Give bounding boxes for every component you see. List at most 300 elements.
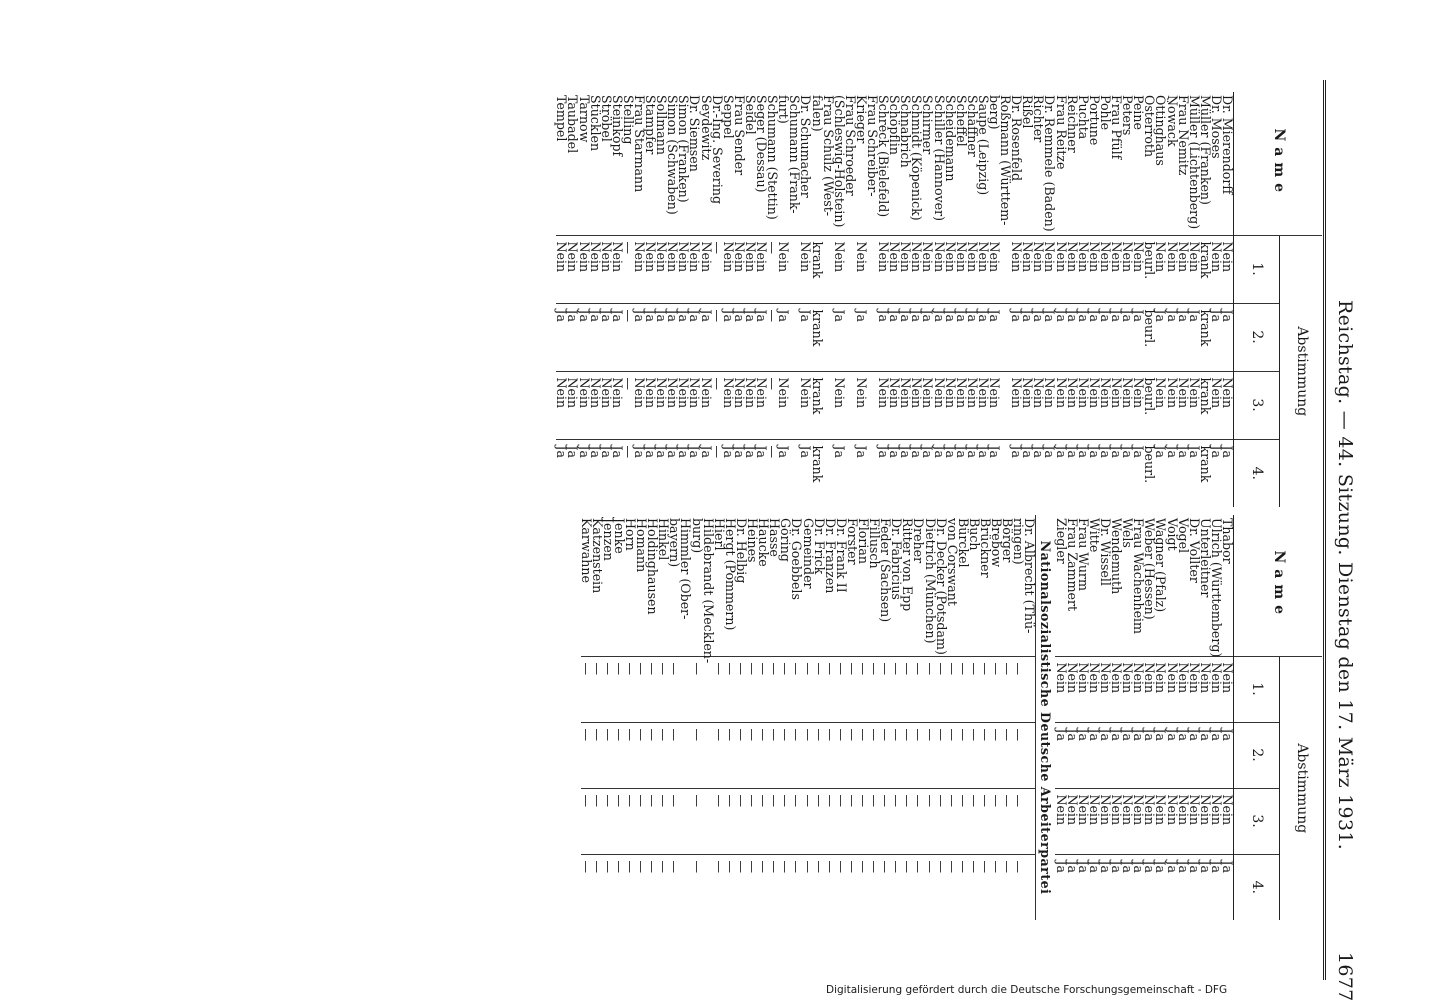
member-name: Stücklen: [590, 92, 601, 235]
vote-1-cell: Nein: [1178, 656, 1189, 722]
vote-2-cell: Ja: [1178, 303, 1189, 371]
vote-1-cell: Nein: [1122, 656, 1133, 722]
member-name: Puchta: [1078, 92, 1089, 235]
vote-1-cell: —: [969, 656, 980, 722]
vote-2-cell: Ja: [1122, 303, 1133, 371]
vote-4-cell: Ja: [1086, 860, 1102, 874]
member-name: Hierl: [714, 515, 725, 656]
member-name: Dr. Decker (Potsdam): [936, 515, 947, 656]
vote-1-cell: Nein: [1111, 235, 1122, 303]
vote-2-cell: Ja: [1078, 722, 1089, 788]
vote-3-cell: Nein: [634, 371, 645, 439]
vote-4-cell: Ja: [1120, 860, 1136, 874]
member-name: (Schleswig-Holstein): [834, 92, 845, 235]
member-name: Ziegler: [1056, 515, 1067, 656]
table-row: [703, 515, 714, 920]
vote-3-cell: Nein: [1111, 371, 1122, 439]
vote-2-cell: Ja: [1189, 303, 1200, 371]
vote-2-cell: Ja: [1144, 722, 1155, 788]
vote-4-cell: Ja: [909, 445, 925, 459]
vote-4-cell: Ja: [831, 445, 847, 459]
member-name: Heines: [747, 515, 758, 656]
vote-4-cell: Ja: [1009, 445, 1025, 459]
vote-table-right: [578, 515, 1322, 920]
vote-2-cell: Ja: [1100, 722, 1111, 788]
vote-2-cell: —: [769, 722, 780, 788]
vote-3-cell: Nein: [922, 371, 933, 439]
vote-3-cell: Nein: [1022, 371, 1033, 439]
vote-4-cell: —: [733, 860, 749, 874]
vote-1-cell: Nein: [678, 235, 689, 303]
member-name: Ulrich (Württemberg): [1211, 515, 1222, 656]
vote-1-cell: —: [767, 235, 778, 303]
member-name: Gemeinder: [802, 515, 813, 656]
vote-1-cell: —: [924, 656, 935, 722]
vote-1-cell: Nein: [1078, 656, 1089, 722]
table-row: [634, 92, 645, 507]
vote-2-cell: Ja: [701, 303, 712, 371]
vote-1-cell: Nein: [1144, 656, 1155, 722]
table-row: [556, 92, 567, 507]
table-row: [1067, 515, 1078, 920]
vote-3-cell: —: [1002, 788, 1013, 854]
vote-3-cell: Nein: [945, 371, 956, 439]
member-name: berg): [989, 92, 1000, 235]
vote-3-cell: Nein: [900, 371, 911, 439]
vote-3-cell: Nein: [678, 371, 689, 439]
vote-4-cell: Ja: [554, 445, 570, 459]
vote-4-cell: Ja: [1186, 860, 1202, 874]
member-name: Ritter von Epp: [902, 515, 913, 656]
vote-2-cell: krank: [1200, 303, 1211, 371]
vote-4-cell: —: [944, 860, 960, 874]
table-row: [689, 92, 700, 507]
member-name: Unterleitner: [1200, 515, 1211, 656]
vote-4-cell: —: [709, 445, 725, 459]
vote-4-cell: [1024, 854, 1036, 920]
vote-3-cell: Nein: [1189, 788, 1200, 854]
vote-2-cell: Ja: [1133, 722, 1144, 788]
vote-2-cell: Ja: [1111, 303, 1122, 371]
vote-3-cell: Nein: [1200, 788, 1211, 854]
vote-3-cell: —: [913, 788, 924, 854]
member-name: Osterroth: [1144, 92, 1155, 235]
vote-1-cell: —: [758, 656, 769, 722]
member-name: Börger: [1002, 515, 1013, 656]
vote-1-cell: —: [947, 656, 958, 722]
vote-2-cell: —: [780, 722, 791, 788]
member-name: Simon (Schwaben): [667, 92, 678, 235]
vote-3-cell: —: [825, 788, 836, 854]
vote-4-cell: Ja: [853, 445, 869, 459]
vote-2-cell: Ja: [1155, 303, 1166, 371]
vote-2-cell: Ja: [933, 303, 944, 371]
vote-1-cell: Nein: [590, 235, 601, 303]
vote-1-cell: —: [623, 235, 634, 303]
vote-4-cell: —: [711, 860, 727, 874]
vote-1-cell: Nein: [900, 235, 911, 303]
vote-2-cell: Ja: [590, 303, 601, 371]
vote-1-cell: —: [647, 656, 658, 722]
member-name: furt): [778, 92, 789, 235]
vote-1-cell: —: [814, 656, 825, 722]
member-name: Jenzen: [603, 515, 614, 656]
vote-4-cell: —: [878, 860, 894, 874]
vote-2-cell: —: [936, 722, 947, 788]
member-name: Peters: [1122, 92, 1133, 235]
vote-4-cell: —: [822, 860, 838, 874]
vote-1-cell: —: [991, 656, 1002, 722]
vote-1-cell: —: [1013, 656, 1024, 722]
member-name: Stelling: [623, 92, 634, 235]
member-name: Wendemuth: [1111, 515, 1122, 656]
vote-2-cell: Ja: [834, 303, 845, 371]
vote-2-cell: Ja: [1166, 722, 1177, 788]
vote-1-cell: —: [725, 656, 736, 722]
column-header-abstimmung: Abstimmung: [1280, 656, 1322, 920]
vote-3-cell: Nein: [645, 371, 656, 439]
vote-2-cell: —: [736, 722, 747, 788]
member-name: Dr. Schumacher: [800, 92, 811, 235]
vote-3-cell: Nein: [1222, 788, 1234, 854]
table-row: [647, 515, 658, 920]
vote-4-cell: beurl.: [1142, 445, 1158, 484]
vote-1-cell: Nein: [989, 235, 1000, 303]
vote-3-cell: —: [847, 788, 858, 854]
vote-4-cell: Ja: [776, 445, 792, 459]
vote-4-cell: Ja: [1208, 445, 1224, 459]
vote-4-cell: Ja: [953, 445, 969, 459]
vote-3-cell: beurl.: [1144, 371, 1155, 439]
vote-1-cell: Nein: [1033, 235, 1044, 303]
vote-1-cell: Nein: [1011, 235, 1022, 303]
member-name: Dr. Albrecht (Thü-: [1024, 515, 1036, 656]
vote-3-cell: —: [758, 788, 769, 854]
vote-1-cell: Nein: [1078, 235, 1089, 303]
table-row: [614, 515, 625, 920]
vote-3-cell: Nein: [689, 371, 700, 439]
vote-2-cell: Ja: [1022, 303, 1033, 371]
vote-2-cell: Ja: [1067, 722, 1078, 788]
vote-3-cell: Nein: [656, 371, 667, 439]
vote-1-cell: beurl.: [1144, 235, 1155, 303]
member-name: von Corswant: [947, 515, 958, 656]
member-name: Ströbel: [601, 92, 612, 235]
vote-2-cell: Ja: [723, 303, 734, 371]
vote-1-cell: Nein: [1178, 235, 1189, 303]
vote-3-cell: Nein: [1133, 788, 1144, 854]
member-name: Roßmann (Württem-: [1000, 92, 1011, 235]
member-name: bayern): [669, 515, 680, 656]
vote-1-cell: Nein: [556, 235, 567, 303]
vote-1-cell: —: [581, 656, 592, 722]
vote-3-cell: —: [736, 788, 747, 854]
vote-3-cell: Nein: [989, 371, 1000, 439]
vote-2-cell: beurl.: [1144, 303, 1155, 371]
vote-2-cell: —: [758, 722, 769, 788]
vote-4-cell: Ja: [1120, 445, 1136, 459]
member-name: Homann: [636, 515, 647, 656]
vote-2-cell: Ja: [967, 303, 978, 371]
vote-3-cell: Nein: [956, 371, 967, 439]
column-header-vote-1: 1.: [1234, 656, 1280, 722]
member-name: Schirmer: [922, 92, 933, 235]
vote-3-cell: Nein: [1122, 788, 1133, 854]
vote-1-cell: Nein: [856, 235, 867, 303]
vote-3-cell: —: [767, 371, 778, 439]
vote-4-cell: Ja: [1053, 445, 1069, 459]
table-row: [1056, 92, 1067, 507]
table-row: [802, 515, 813, 920]
member-name: Schöpflin: [889, 92, 900, 235]
vote-2-cell: Ja: [745, 303, 756, 371]
member-name: Thabor: [1222, 515, 1234, 656]
member-name: Frau Starmann: [634, 92, 645, 235]
vote-1-cell: krank: [1200, 235, 1211, 303]
member-name: Dr. Frank II: [836, 515, 847, 656]
vote-4-cell: —: [634, 860, 650, 874]
vote-2-cell: —: [725, 722, 736, 788]
member-name: Hinkel: [658, 515, 669, 656]
vote-2-cell: Ja: [1044, 303, 1055, 371]
vote-4-cell: Ja: [1208, 860, 1224, 874]
column-header-vote-3: 3.: [1234, 371, 1280, 439]
member-name: Vogel: [1178, 515, 1189, 656]
vote-4-cell: Ja: [742, 445, 758, 459]
table-row: [789, 92, 800, 507]
member-name: Frau Sender: [734, 92, 745, 235]
vote-3-cell: —: [936, 788, 947, 854]
vote-3-cell: —: [991, 788, 1002, 854]
vote-1-cell: Nein: [834, 235, 845, 303]
vote-4-cell: Ja: [1175, 445, 1191, 459]
table-row: [590, 92, 601, 507]
vote-2-cell: Ja: [734, 303, 745, 371]
vote-4-cell: —: [856, 860, 871, 874]
member-name: Brebow: [991, 515, 1002, 656]
vote-3-cell: Nein: [800, 371, 811, 439]
member-name: Müller (Lichtenberg): [1189, 92, 1200, 235]
vote-4-cell: Ja: [920, 445, 936, 459]
vote-3-cell: —: [891, 788, 902, 854]
vote-1-cell: Nein: [1067, 656, 1078, 722]
vote-2-cell: —: [636, 722, 647, 788]
vote-3-cell: —: [581, 788, 592, 854]
vote-4-cell: Ja: [1075, 445, 1091, 459]
vote-4-cell: Ja: [1109, 860, 1125, 874]
vote-3-cell: Nein: [834, 371, 845, 439]
member-name: Hergt (Pommern): [725, 515, 736, 656]
vote-3-cell: Nein: [1122, 371, 1133, 439]
member-name: Dr. Fabricius: [891, 515, 902, 656]
vote-4-cell: —: [600, 860, 616, 874]
table-row: [823, 92, 834, 507]
vote-1-cell: [1024, 656, 1036, 722]
vote-4-cell: Ja: [1064, 860, 1080, 874]
vote-4-cell: —: [620, 445, 636, 459]
party-section-row: [1036, 515, 1056, 920]
table-row: [922, 92, 933, 507]
vote-1-cell: Nein: [1222, 235, 1234, 303]
vote-1-cell: Nein: [1166, 656, 1177, 722]
vote-3-cell: —: [958, 788, 969, 854]
vote-4-cell: —: [589, 860, 605, 874]
vote-4-cell: Ja: [798, 445, 814, 459]
vote-4-cell: Ja: [1153, 445, 1169, 459]
vote-4-cell: Ja: [1031, 445, 1047, 459]
vote-4-cell: Ja: [898, 445, 914, 459]
header-rule: [1323, 80, 1326, 980]
table-row: [1166, 515, 1177, 920]
member-name: Stampfer: [645, 92, 656, 235]
vote-1-cell: —: [736, 656, 747, 722]
vote-1-cell: —: [592, 656, 603, 722]
vote-4-cell: —: [645, 860, 661, 874]
member-name: Dr. Wissell: [1100, 515, 1111, 656]
column-header-name: Name: [1234, 92, 1323, 235]
vote-1-cell: —: [769, 656, 780, 722]
vote-2-cell: Ja: [956, 303, 967, 371]
vote-3-cell: Nein: [878, 371, 889, 439]
vote-3-cell: —: [592, 788, 603, 854]
vote-1-cell: —: [603, 656, 614, 722]
vote-2-cell: Ja: [1122, 722, 1133, 788]
vote-3-cell: Nein: [734, 371, 745, 439]
member-name: Seppel: [723, 92, 734, 235]
vote-rows-right: [578, 515, 1235, 920]
member-name: Bürckel: [958, 515, 969, 656]
vote-2-cell: Ja: [900, 303, 911, 371]
vote-1-cell: —: [869, 656, 880, 722]
vote-2-cell: Ja: [601, 303, 612, 371]
vote-3-cell: —: [969, 788, 980, 854]
vote-4-cell: Ja: [887, 445, 903, 459]
vote-4-cell: Ja: [1053, 860, 1069, 874]
vote-4-cell: Ja: [643, 445, 659, 459]
member-name: Witte: [1089, 515, 1100, 656]
vote-2-cell: Ja: [1089, 722, 1100, 788]
vote-4-cell: Ja: [931, 445, 947, 459]
vote-1-cell: Nein: [1056, 656, 1067, 722]
vote-4-cell: —: [867, 860, 883, 874]
vote-3-cell: Nein: [978, 371, 989, 439]
vote-2-cell: Ja: [800, 303, 811, 371]
table-row: [1111, 92, 1122, 507]
vote-3-cell: Nein: [933, 371, 944, 439]
vote-3-cell: Nein: [1133, 371, 1144, 439]
vote-4-cell: krank: [1197, 445, 1213, 483]
vote-2-cell: Ja: [1222, 722, 1234, 788]
vote-2-cell: —: [658, 722, 669, 788]
vote-2-cell: —: [880, 722, 891, 788]
vote-4-cell: —: [765, 445, 781, 459]
vote-1-cell: —: [902, 656, 913, 722]
table-row: [769, 515, 780, 920]
vote-3-cell: —: [714, 788, 725, 854]
table-row: [933, 92, 944, 507]
member-name: Dr. Franzen: [825, 515, 836, 656]
vote-4-cell: —: [889, 860, 905, 874]
vote-4-cell: —: [844, 860, 860, 874]
vote-2-cell: —: [947, 722, 958, 788]
table-row: [858, 515, 869, 920]
vote-1-cell: Nein: [1211, 235, 1222, 303]
vote-2-cell: —: [1002, 722, 1013, 788]
vote-2-cell: Ja: [878, 303, 889, 371]
vote-3-cell: —: [924, 788, 935, 854]
table-row: [567, 92, 578, 507]
vote-2-cell: —: [958, 722, 969, 788]
vote-table-left: [556, 92, 1322, 507]
vote-2-cell: Ja: [989, 303, 1000, 371]
member-name: Wels: [1122, 515, 1133, 656]
vote-4-cell: Ja: [1109, 445, 1125, 459]
table-row: [791, 515, 802, 920]
vote-2-cell: Ja: [1200, 722, 1211, 788]
vote-3-cell: Nein: [778, 371, 789, 439]
vote-4-cell: —: [722, 860, 738, 874]
column-header-vote-4: 4.: [1234, 439, 1280, 507]
vote-3-cell: —: [902, 788, 913, 854]
vote-1-cell: Nein: [967, 235, 978, 303]
vote-1-cell: Nein: [645, 235, 656, 303]
table-row: [612, 92, 623, 507]
member-name: Fillusch: [869, 515, 880, 656]
table-row: [734, 92, 745, 507]
table-row: [1155, 515, 1166, 920]
vote-1-cell: Nein: [1056, 235, 1067, 303]
vote-1-cell: Nein: [1189, 235, 1200, 303]
vote-1-cell: Nein: [1100, 235, 1111, 303]
vote-2-cell: —: [847, 722, 858, 788]
vote-1-cell: —: [712, 235, 723, 303]
member-name: Dr. Rosenfeld: [1011, 92, 1022, 235]
vote-2-cell: —: [825, 722, 836, 788]
vote-4-cell: —: [811, 860, 827, 874]
vote-4-cell: Ja: [1097, 445, 1113, 459]
vote-3-cell: —: [636, 788, 647, 854]
vote-4-cell: Ja: [975, 445, 991, 459]
vote-2-cell: —: [913, 722, 924, 788]
vote-4-cell: Ja: [1197, 860, 1213, 874]
member-name: Feder (Sachsen): [880, 515, 891, 656]
vote-2-cell: —: [647, 722, 658, 788]
vote-3-cell: —: [791, 788, 802, 854]
column-header-name: Name: [1234, 515, 1323, 656]
table-row: [701, 92, 712, 507]
dfg-side-note: [426, 970, 1426, 998]
vote-2-cell: —: [581, 722, 592, 788]
vote-3-cell: Nein: [1100, 788, 1111, 854]
member-name: falen): [811, 92, 822, 235]
vote-3-cell: Nein: [1044, 371, 1055, 439]
member-name: Dreher: [913, 515, 924, 656]
vote-3-cell: —: [692, 788, 703, 854]
vote-3-cell: —: [614, 788, 625, 854]
vote-1-cell: —: [780, 656, 791, 722]
vote-1-cell: Nein: [1044, 235, 1055, 303]
vote-3-cell: —: [836, 788, 847, 854]
vote-2-cell: —: [614, 722, 625, 788]
vote-1-cell: Nein: [745, 235, 756, 303]
vote-4-cell: Ja: [1131, 860, 1147, 874]
vote-2-cell: —: [869, 722, 880, 788]
vote-3-cell: Nein: [1033, 371, 1044, 439]
page-number: 1677: [1334, 952, 1356, 1002]
vote-1-cell: Nein: [1166, 235, 1177, 303]
vote-1-cell: Nein: [756, 235, 767, 303]
vote-2-cell: —: [836, 722, 847, 788]
